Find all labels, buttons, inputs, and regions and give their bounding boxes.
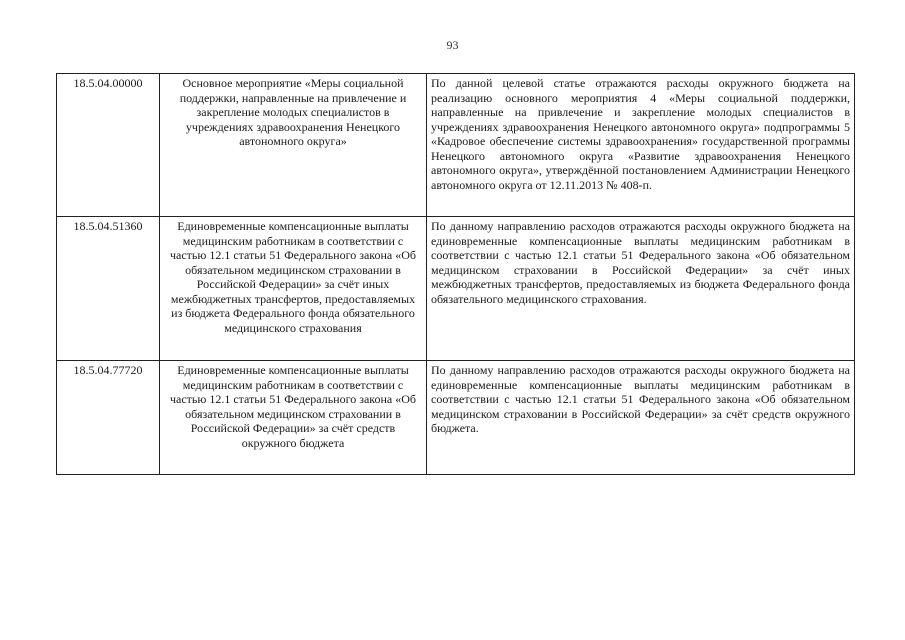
- target-article-code: 18.5.04.00000: [57, 74, 160, 217]
- expense-description: По данной целевой статье отражаются расходы окружного бюджета на реализацию основного мероприятия 4 «Меры социальной поддержки, направленные на привлечение и закрепление молодых специалистов в учреждениях здравоохранения Ненецкого автономного округа» подпрограммы 5 «Кадровое обеспечение системы здравоохранения» государственной программы Ненецкого автономного округа «Развитие здравоохранения Ненецкого автономного округа», утверждённой постановлением Администрации Ненецкого автономного округа от 12.11.2013 № 408-п.: [427, 74, 855, 217]
- table-row: [57, 74, 855, 217]
- expense-description: По данному направлению расходов отражаются расходы окружного бюджета на единовременные компенсационные выплаты медицинским работникам в соответствии с частью 12.1 статьи 51 Федерального закона «Об обязательном медицинском страховании в Российской Федерации» за счёт средств окружного бюджета.: [427, 361, 855, 475]
- expense-description: По данному направлению расходов отражаются расходы окружного бюджета на единовременные компенсационные выплаты медицинским работникам в соответствии с частью 12.1 статьи 51 Федерального закона «Об обязательном медицинском страховании в Российской Федерации» за счёт иных межбюджетных трансфертов, предоставляемых из бюджета Федерального фонда обязательного медицинского страхования.: [427, 217, 855, 361]
- page-number: 93: [446, 38, 459, 52]
- expense-name: Единовременные компенсационные выплаты медицинским работникам в соответствии с частью 12.1 статьи 51 Федерального закона «Об обязательном медицинском страховании в Российской Федерации» за счёт иных межбюджетных трансфертов, предоставляемых из бюджета Федерального фонда обязательного медицинского страхования: [160, 217, 427, 361]
- budget-classification-table: [56, 73, 855, 475]
- target-article-code: 18.5.04.51360: [57, 217, 160, 361]
- table-row: [57, 217, 855, 361]
- expense-name: Единовременные компенсационные выплаты медицинским работникам в соответствии с частью 12.1 статьи 51 Федерального закона «Об обязательном медицинском страховании в Российской Федерации» за счёт средств окружного бюджета: [160, 361, 427, 475]
- expense-name: Основное мероприятие «Меры социальной поддержки, направленные на привлечение и закрепление молодых специалистов в учреждениях здравоохранения Ненецкого автономного округа»: [160, 74, 427, 217]
- table-row: [57, 361, 855, 475]
- target-article-code: 18.5.04.77720: [57, 361, 160, 475]
